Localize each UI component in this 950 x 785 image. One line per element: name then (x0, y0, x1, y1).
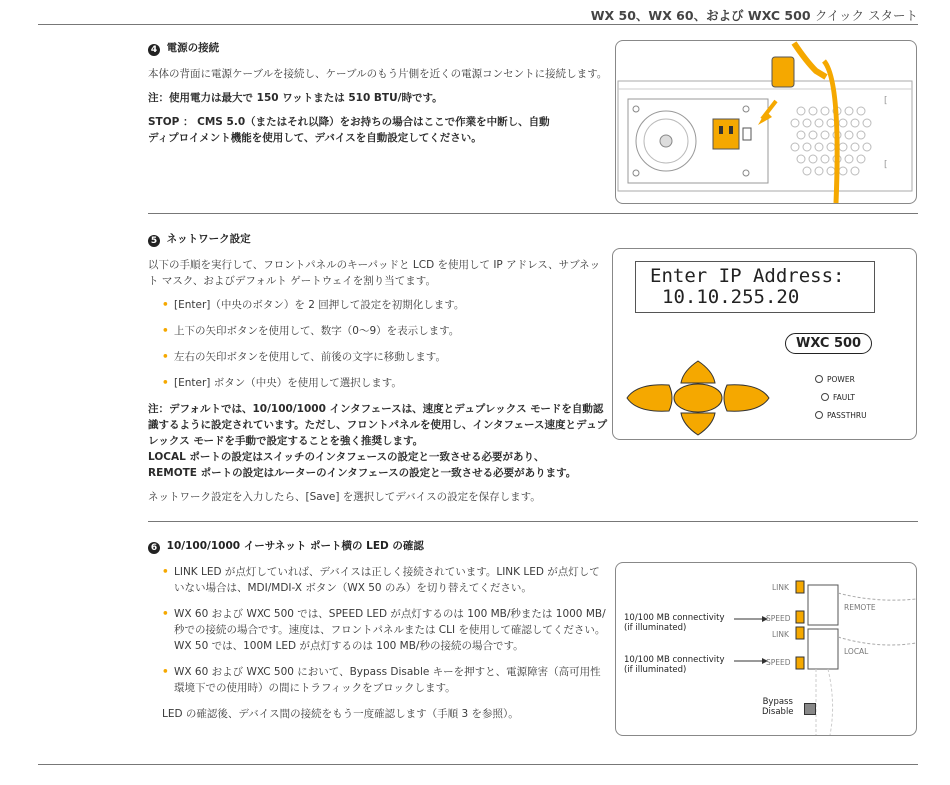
list-item: • [Enter] ボタン（中央）を使用して選択します。 (162, 375, 608, 391)
led-steps (148, 564, 608, 696)
led-passthru: PASSTHRU (815, 411, 867, 420)
power-note: 注：使用電力は最大で 150 ワットまたは 510 BTU/時です。 (148, 92, 443, 104)
network-intro: 以下の手順を実行して、フロントパネルのキーパッドと LCD を使用して IP アドレス、サブネット マスク、およびデフォルト ゲートウェイを割り当てます。 (148, 259, 601, 287)
down-arrow-key-icon (681, 413, 715, 435)
bypass-disable-button[interactable] (804, 703, 816, 715)
header-models: WX 50、WX 60、および WXC 500 (590, 8, 811, 23)
left-arrow-key-icon (627, 385, 672, 411)
list-item: • 上下の矢印ボタンを使用して、数字（0～9）を表示します。 (162, 323, 608, 339)
local-label: LOCAL (844, 647, 869, 656)
connectivity-note: 10/100 MB connectivity (if illuminated) (624, 613, 725, 633)
save-instruction: ネットワーク設定を入力したら、[Save] を選択してデバイスの設定を保存します。 (148, 491, 541, 503)
svg-text:[: [ (884, 160, 888, 170)
keypad (623, 357, 773, 437)
link-label: LINK (772, 630, 789, 639)
section-led (148, 538, 608, 730)
device-label: WXC 500 (785, 333, 872, 354)
section-network (148, 231, 608, 513)
list-item: • LINK LED が点灯していれば、デバイスは正しく接続されています。LINK LED が点灯していない場合は、MDI/MDI-X ボタン（WX 50 のみ）を切り替えてください。 (162, 564, 608, 596)
section-rule (148, 521, 918, 522)
section-led-title: 6 10/100/1000 イーサネット ポート横の LED の確認 (148, 538, 608, 554)
footer-rule (38, 764, 918, 765)
page-header (591, 6, 918, 24)
enter-key-icon (674, 384, 722, 412)
step-number: 4 (148, 44, 160, 56)
link-label: LINK (772, 583, 789, 592)
lcd-display (635, 261, 875, 313)
svg-text:[: [ (884, 96, 888, 106)
power-illustration (615, 40, 917, 204)
list-item: • WX 60 および WXC 500 では、SPEED LED が点灯するのは 100 MB/秒または 1000 MB/秒での接続の場合です。速度は、フロントパネルまたは CLI を使用して確認してください。WX 50 では、100M LED が点灯するのは 100 MB/秒の接続の場合です。 (162, 606, 608, 654)
up-arrow-key-icon (681, 361, 715, 383)
led-fault: FAULT (821, 393, 855, 402)
network-note: 注：デフォルトでは、10/100/1000 インタフェースは、速度とデュプレックス モードを自動認識するように設定されています。ただし、フロントパネルを使用し、インタフェース速度とデュプレックス モードを手動で設定することを強く推奨します。 LOCAL ポートの設定はスイッチのインタフェースの設定と一致させる必要があり、 REMOTE ポートの設定はルーターのインタフェースの設定と一致させる必要があります。 (148, 403, 608, 479)
device-rear-drawing (616, 41, 916, 203)
section-rule (148, 213, 918, 214)
front-panel-illustration (612, 248, 917, 440)
lcd-line-2: 10.10.255.20 (662, 286, 800, 308)
speed-label: SPEED (766, 614, 791, 623)
list-item: • 左右の矢印ボタンを使用して、前後の文字に移動します。 (162, 349, 608, 365)
stop-text: STOP ： CMS 5.0（またはそれ以降）をお持ちの場合はここで作業を中断し、自動 ディプロイメント機能を使用して、デバイスを自動設定してください。 (148, 116, 550, 144)
led-closing: LED の確認後、デバイス間の接続をもう一度確認します（手順 3 を参照）。 (162, 708, 519, 720)
speed-label: SPEED (766, 658, 791, 667)
section-power-title: 4 電源の接続 (148, 40, 608, 56)
connectivity-note: 10/100 MB connectivity (if illuminated) (624, 655, 725, 675)
remote-label: REMOTE (844, 603, 876, 612)
ethernet-port-illustration (615, 562, 917, 736)
step-number: 6 (148, 542, 160, 554)
power-paragraph: 本体の背面に電源ケーブルを接続し、ケーブルのもう片側を近くの電源コンセントに接続します。 (148, 68, 608, 80)
section-network-title: 5 ネットワーク設定 (148, 231, 608, 247)
right-arrow-key-icon (724, 385, 769, 411)
list-item: • [Enter]（中央のボタン）を 2 回押して設定を初期化します。 (162, 297, 608, 313)
header-rule (38, 24, 918, 25)
list-item: • WX 60 および WXC 500 において、Bypass Disable キーを押すと、電源障害（高可用性環境下での使用時）の間にトラフィックをブロックします。 (162, 664, 608, 696)
header-subtitle: クイック スタート (814, 8, 918, 23)
bypass-label: Bypass Disable (762, 697, 794, 717)
led-power: POWER (815, 375, 855, 384)
lcd-line-1: Enter IP Address: (650, 265, 845, 287)
step-number: 5 (148, 235, 160, 247)
network-steps (148, 297, 608, 391)
section-power (148, 40, 608, 154)
